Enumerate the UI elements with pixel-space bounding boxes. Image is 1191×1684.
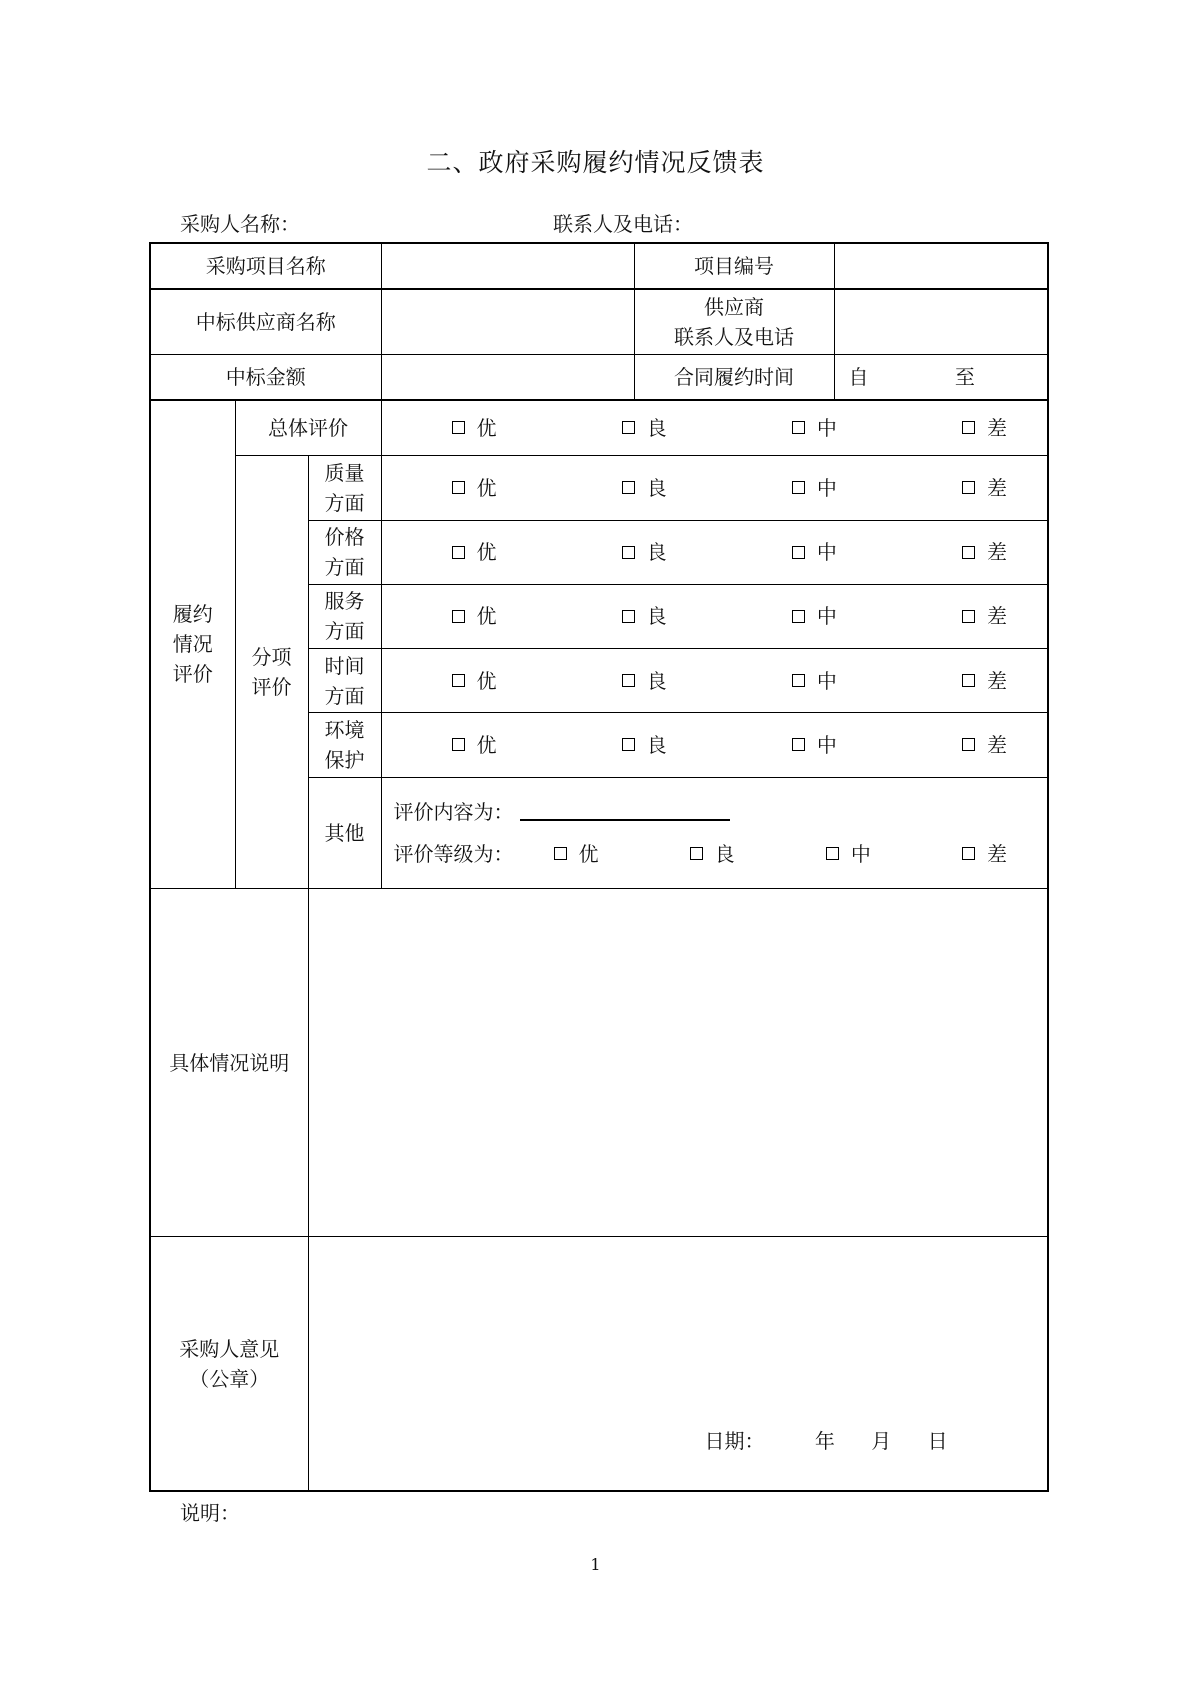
rating-option-label: 优 — [476, 604, 497, 629]
details-label: 具体情况说明 — [150, 889, 308, 1237]
item-label-line2: 方面 — [324, 490, 365, 515]
checkbox-icon — [452, 738, 465, 751]
rating-option-label: 差 — [986, 668, 1007, 693]
checkbox-icon — [452, 546, 465, 559]
itemized-eval-label — [235, 456, 308, 889]
item-label-line2: 方面 — [324, 619, 365, 644]
supplier-contact-label-line2: 联系人及电话 — [674, 325, 794, 350]
rating-option-good[interactable] — [622, 413, 667, 443]
rating-option-label: 中 — [816, 415, 837, 440]
rating-option-label: 优 — [476, 668, 497, 693]
rating-option-excellent[interactable] — [452, 601, 497, 631]
rating-option-label: 差 — [986, 540, 1007, 565]
quality-eval-row — [150, 456, 1048, 520]
rating-option-excellent[interactable] — [452, 473, 497, 503]
rating-option-label: 良 — [646, 415, 667, 440]
contact-label: 联系人及电话： — [553, 212, 693, 236]
rating-option-label: 差 — [986, 732, 1007, 757]
rating-option-poor[interactable] — [962, 666, 1007, 696]
checkbox-icon — [622, 738, 635, 751]
service-options — [381, 584, 1048, 648]
buyer-opinion-field[interactable] — [308, 1237, 1048, 1491]
item-label-line2: 方面 — [324, 555, 365, 580]
month-label: 月 — [871, 1429, 892, 1453]
project-name-label: 采购项目名称 — [150, 243, 381, 289]
rating-option-poor[interactable] — [962, 839, 1007, 869]
project-number-label: 项目编号 — [634, 243, 834, 289]
performance-eval-line3: 评价 — [172, 662, 213, 687]
checkbox-icon — [452, 610, 465, 623]
rating-option-excellent[interactable] — [452, 413, 497, 443]
rating-option-good[interactable] — [690, 839, 735, 869]
feedback-form-table — [149, 242, 1049, 1492]
rating-option-label: 中 — [816, 604, 837, 629]
checkbox-icon — [962, 610, 975, 623]
time-label — [308, 649, 381, 713]
item-label-line2: 方面 — [324, 683, 365, 708]
other-eval-cell — [381, 777, 1048, 888]
rating-option-label: 良 — [646, 604, 667, 629]
buyer-name-label: 采购人名称： — [180, 212, 300, 236]
date-line — [705, 1426, 948, 1456]
rating-option-poor[interactable] — [962, 730, 1007, 760]
checkbox-icon — [554, 847, 567, 860]
rating-option-label: 良 — [646, 732, 667, 757]
buyer-opinion-line2: （公章） — [189, 1366, 270, 1391]
amount-row — [150, 354, 1048, 399]
checkbox-icon — [962, 674, 975, 687]
performance-eval-line2: 情况 — [172, 632, 213, 657]
details-row — [150, 889, 1048, 1237]
rating-option-average[interactable] — [792, 413, 837, 443]
checkbox-icon — [962, 481, 975, 494]
rating-option-label: 中 — [816, 732, 837, 757]
rating-option-label: 差 — [986, 841, 1007, 866]
supplier-name-label: 中标供应商名称 — [150, 289, 381, 354]
itemized-eval-line1: 分项 — [251, 645, 292, 670]
checkbox-icon — [622, 546, 635, 559]
item-label-line1: 服务 — [324, 589, 365, 614]
environment-options — [381, 713, 1048, 777]
checkbox-icon — [962, 546, 975, 559]
supplier-contact-label — [634, 289, 834, 354]
project-name-field[interactable] — [381, 243, 634, 289]
rating-option-label: 中 — [816, 668, 837, 693]
quality-label — [308, 456, 381, 520]
rating-option-good[interactable] — [622, 473, 667, 503]
details-field[interactable] — [308, 889, 1048, 1237]
quality-options — [381, 456, 1048, 520]
rating-option-label: 中 — [816, 540, 837, 565]
rating-option-label: 优 — [476, 475, 497, 500]
rating-option-excellent[interactable] — [452, 537, 497, 567]
rating-option-label: 优 — [476, 540, 497, 565]
year-label: 年 — [814, 1429, 835, 1453]
rating-option-average[interactable] — [792, 601, 837, 631]
checkbox-icon — [622, 674, 635, 687]
rating-option-average[interactable] — [792, 730, 837, 760]
supplier-contact-field[interactable] — [834, 289, 1048, 354]
checkbox-icon — [452, 421, 465, 434]
checkbox-icon — [452, 674, 465, 687]
time-options — [381, 649, 1048, 713]
item-label-line1: 质量 — [324, 460, 365, 485]
rating-option-label: 良 — [646, 668, 667, 693]
contract-period-field[interactable] — [834, 354, 1048, 399]
buyer-opinion-line1: 采购人意见 — [179, 1336, 280, 1361]
checkbox-icon — [826, 847, 839, 860]
rating-option-poor[interactable] — [962, 537, 1007, 567]
rating-option-label: 中 — [850, 841, 871, 866]
rating-option-poor[interactable] — [962, 601, 1007, 631]
rating-option-excellent[interactable] — [452, 666, 497, 696]
rating-option-poor[interactable] — [962, 413, 1007, 443]
supplier-row — [150, 289, 1048, 354]
other-grade-label: 评价等级为： — [393, 841, 514, 866]
rating-option-excellent[interactable] — [554, 839, 599, 869]
environment-label — [308, 713, 381, 777]
rating-option-label: 良 — [646, 475, 667, 500]
rating-option-label: 差 — [986, 415, 1007, 440]
rating-option-excellent[interactable] — [452, 730, 497, 760]
checkbox-icon — [962, 847, 975, 860]
performance-eval-line1: 履约 — [172, 602, 213, 627]
rating-option-good[interactable] — [622, 601, 667, 631]
other-content-label: 评价内容为： — [393, 799, 514, 824]
rating-option-average[interactable] — [826, 839, 871, 869]
rating-option-average[interactable] — [792, 666, 837, 696]
checkbox-icon — [792, 421, 805, 434]
page-number: 1 — [590, 1555, 601, 1574]
rating-option-label: 中 — [816, 475, 837, 500]
day-label: 日 — [927, 1429, 948, 1453]
period-to-label: 至 — [954, 364, 975, 389]
contract-period-label: 合同履约时间 — [634, 354, 834, 399]
rating-option-good[interactable] — [622, 730, 667, 760]
checkbox-icon — [962, 738, 975, 751]
buyer-opinion-row — [150, 1237, 1048, 1491]
rating-option-label: 良 — [646, 540, 667, 565]
rating-option-label: 优 — [476, 732, 497, 757]
item-label-line2: 保护 — [324, 747, 365, 772]
item-label-line1: 时间 — [324, 653, 365, 678]
other-content-line — [394, 791, 1036, 833]
project-name-row — [150, 243, 1048, 289]
checkbox-icon — [792, 481, 805, 494]
bid-amount-label: 中标金额 — [150, 354, 381, 399]
rating-option-label: 优 — [476, 415, 497, 440]
rating-option-good[interactable] — [622, 666, 667, 696]
other-label: 其他 — [308, 777, 381, 888]
period-from-label: 自 — [848, 364, 869, 389]
supplier-contact-label-line1: 供应商 — [704, 295, 764, 320]
supplier-name-field[interactable] — [381, 289, 634, 354]
overall-eval-label: 总体评价 — [235, 400, 381, 456]
item-label-line1: 价格 — [324, 525, 365, 550]
other-content-blank[interactable] — [520, 818, 730, 821]
checkbox-icon — [622, 421, 635, 434]
rating-option-poor[interactable] — [962, 473, 1007, 503]
rating-option-label: 良 — [714, 841, 735, 866]
overall-eval-options — [381, 400, 1048, 456]
checkbox-icon — [792, 546, 805, 559]
checkbox-icon — [622, 610, 635, 623]
service-label — [308, 584, 381, 648]
bid-amount-field[interactable] — [381, 354, 634, 399]
rating-option-label: 差 — [986, 604, 1007, 629]
project-number-field[interactable] — [834, 243, 1048, 289]
price-options — [381, 520, 1048, 584]
page-title: 二、政府采购履约情况反馈表 — [426, 148, 765, 177]
rating-option-average[interactable] — [792, 537, 837, 567]
checkbox-icon — [962, 421, 975, 434]
date-label: 日期： — [704, 1429, 765, 1453]
checkbox-icon — [690, 847, 703, 860]
item-label-line1: 环境 — [324, 717, 365, 742]
rating-option-average[interactable] — [792, 473, 837, 503]
overall-eval-row — [150, 400, 1048, 456]
checkbox-icon — [792, 738, 805, 751]
rating-option-label: 优 — [578, 841, 599, 866]
itemized-eval-line2: 评价 — [251, 675, 292, 700]
price-label — [308, 520, 381, 584]
rating-option-good[interactable] — [622, 537, 667, 567]
note-label: 说明： — [180, 1501, 240, 1525]
checkbox-icon — [792, 674, 805, 687]
rating-option-label: 差 — [986, 475, 1007, 500]
other-grade-line — [394, 833, 1036, 875]
checkbox-icon — [452, 481, 465, 494]
checkbox-icon — [792, 610, 805, 623]
performance-eval-label — [150, 400, 235, 889]
buyer-opinion-label — [150, 1237, 308, 1491]
checkbox-icon — [622, 481, 635, 494]
